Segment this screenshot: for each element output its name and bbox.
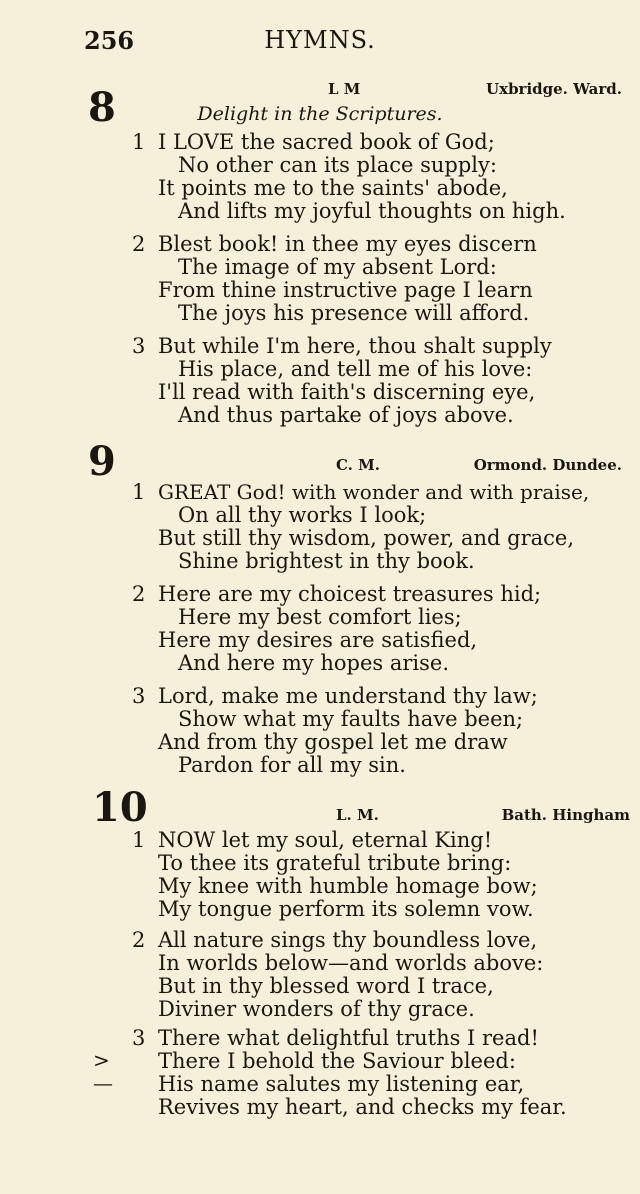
verse-line: Revives my heart, and checks my fear. bbox=[158, 1095, 567, 1119]
verse-line: My knee with humble homage bow; bbox=[158, 874, 538, 898]
verse-line: Show what my faults have been; bbox=[178, 707, 524, 731]
verse-line: The joys his presence will afford. bbox=[178, 301, 530, 325]
verse-line: Here my best comfort lies; bbox=[178, 605, 462, 629]
hymn-tunes: Bath. Hingham bbox=[501, 806, 630, 824]
verse-line: All nature sings thy boundless love, bbox=[158, 928, 538, 952]
hymn-number: 8 bbox=[88, 84, 116, 131]
hymn-tunes: Ormond. Dundee. bbox=[473, 456, 622, 474]
verse-line: But in thy blessed word I trace, bbox=[158, 974, 494, 998]
verse-line: The image of my absent Lord: bbox=[178, 255, 497, 279]
hymn-meter: C. M. bbox=[336, 456, 380, 474]
verse-line: His place, and tell me of his love: bbox=[178, 357, 533, 381]
verse-line: From thine instructive page I learn bbox=[158, 278, 533, 302]
verse-line: And thus partake of joys above. bbox=[178, 403, 514, 427]
verse-line: On all thy works I look; bbox=[178, 503, 427, 527]
verse-line: Here are my choicest treasures hid; bbox=[158, 582, 542, 606]
verse-line: Here my desires are satisfied, bbox=[158, 628, 478, 652]
verse-line: There I behold the Saviour bleed: bbox=[158, 1049, 516, 1073]
verse-line: It points me to the saints' abode, bbox=[158, 176, 508, 200]
verse-line: His name salutes my listening ear, bbox=[158, 1072, 525, 1096]
margin-pointer-mark: > bbox=[93, 1048, 110, 1072]
stanza-number: 1 bbox=[132, 130, 146, 154]
verse-line: And from thy gospel let me draw bbox=[158, 730, 508, 754]
verse-line: And lifts my joyful thoughts on high. bbox=[178, 199, 566, 223]
verse-line: But while I'm here, thou shalt supply bbox=[158, 334, 552, 358]
verse-line: NOW let my soul, eternal King! bbox=[158, 828, 493, 852]
stanza-number: 2 bbox=[132, 582, 146, 606]
hymn-number: 9 bbox=[88, 438, 116, 485]
verse-line: Pardon for all my sin. bbox=[178, 753, 406, 777]
stanza-number: 3 bbox=[132, 334, 146, 358]
stanza-number: 2 bbox=[132, 232, 146, 256]
hymn-meter: L. M. bbox=[336, 806, 379, 824]
stanza-number: 1 bbox=[132, 480, 146, 504]
verse-line: Diviner wonders of thy grace. bbox=[158, 997, 475, 1021]
verse-line: No other can its place supply: bbox=[178, 153, 497, 177]
running-head: HYMNS. bbox=[264, 26, 376, 54]
verse-line: I LOVE the sacred book of God; bbox=[158, 130, 495, 154]
page-header bbox=[0, 26, 640, 56]
stanza-number: 1 bbox=[132, 828, 146, 852]
verse-line: GREAT God! with wonder and with praise, bbox=[158, 480, 590, 504]
verse-line: My tongue perform its solemn vow. bbox=[158, 897, 534, 921]
verse-line: I'll read with faith's discerning eye, bbox=[158, 380, 536, 404]
verse-line: And here my hopes arise. bbox=[178, 651, 450, 675]
verse-line: There what delightful truths I read! bbox=[158, 1026, 539, 1050]
margin-dash-mark: — bbox=[93, 1071, 113, 1095]
stanza-number: 3 bbox=[132, 684, 146, 708]
page-number: 256 bbox=[84, 26, 135, 55]
stanza-number: 3 bbox=[132, 1026, 146, 1050]
verse-line: Shine brightest in thy book. bbox=[178, 549, 475, 573]
verse-line: To thee its grateful tribute bring: bbox=[158, 851, 512, 875]
verse-line: Lord, make me understand thy law; bbox=[158, 684, 538, 708]
hymn-meter: L M bbox=[328, 80, 361, 98]
hymn-title: Delight in the Scriptures. bbox=[197, 103, 443, 125]
verse-line: In worlds below—and worlds above: bbox=[158, 951, 544, 975]
verse-line: Blest book! in thee my eyes discern bbox=[158, 232, 537, 256]
hymn-number: 10 bbox=[92, 784, 148, 831]
stanza-number: 2 bbox=[132, 928, 146, 952]
verse-line: But still thy wisdom, power, and grace, bbox=[158, 526, 575, 550]
hymn-tunes: Uxbridge. Ward. bbox=[486, 80, 622, 98]
